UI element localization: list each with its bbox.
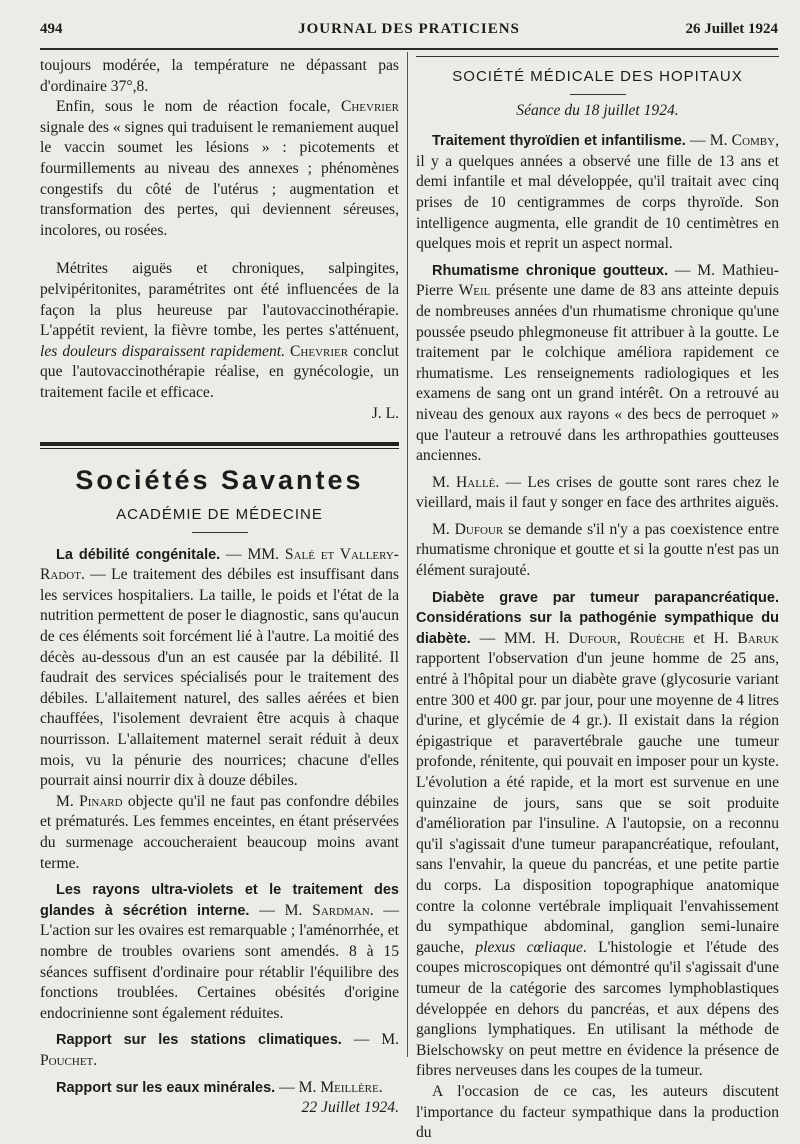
article-rayons: Les rayons ultra-violets et le traitement des glandes à sécrétion interne. — M. Sardman. — L'action sur les ovaires est remarquable ; l'aménorrhée, et nombre de troubles ovariens sont amendés. 8 à 15 séances suffisent d'ordinaire pour rétablir l'équilibre des fonctions troublées. Certaines obésités d'origine endocrinienne sont également réduites. <box>40 882 399 1022</box>
running-header <box>40 18 778 50</box>
right-column <box>416 56 779 1144</box>
author-name: Chevrier <box>340 98 400 116</box>
column-divider <box>407 52 408 1057</box>
author-name: Chevrier <box>290 342 349 360</box>
top-divider <box>416 56 779 57</box>
article-eaux: Rapport sur les eaux minérales. — M. Meillère. <box>56 1078 383 1096</box>
seance-date: Séance du 18 juillet 1924. <box>516 101 679 119</box>
article-pinard: M. Pinard objecte qu'il ne faut pas confondre débiles et prématurés. Les femmes enceintes, en étant préservées du surmenage accoucheraient beaucoup moins avant terme. <box>40 792 399 872</box>
paragraph: Enfin, sous le nom de réaction focale, Chevrier signale des « signes qui traduisent le remaniement auquel le vaccin soumet les lésions » : picotements et fourmillements au niveau des annexes ; phénomènes congestifs du côté de l'utérus ; augmentation et transformation des pertes, qui deviennent séreuses, incolores, ou rosées. <box>40 98 400 239</box>
left-column <box>40 56 399 1119</box>
signature: J. L. <box>371 404 399 422</box>
article-halle: M. Hallé. — Les crises de goutte sont rares chez le vieillard, mais il faut y songer en face des arthrites aiguës. <box>416 473 779 512</box>
article-dufour: M. Dufour se demande s'il n'y a pas coexistence entre rhumatisme chronique et goutte et si la goutte n'est pas un élément surajouté. <box>416 520 779 580</box>
paragraph: toujours modérée, la température ne dépassant pas d'ordinaire 37°,8. <box>40 57 399 95</box>
article-diabete: Diabète grave par tumeur parapancréatique. Considérations sur la pathogénie sympathique du diabète. — MM. H. Dufour, Rouèche et H. Baruk rapportent l'observation d'un jeune homme de 25 ans, entré à l'hôpital pour un diabète grave (glycosurie variant entre 300 et 400 gr. par jour, pour une moyenne de 4 litres d'urine, et glycémie de 4 gr.). Il existait dans la région épigastrique et paravertébrale gauche une tumeur profonde, rénitente, qui pouvait en imposer pour un kyste. L'évolution a été rapide, et la mort est survenue en une quinzaine de jours, sans que se soit produite d'amélioration par l'insuline. A l'autopsie, on a reconnu qu'il s'agissait d'une tumeur parapancréatique, refoulant, sans l'envahir, la queue du pancréas, et une petite partie du corps. La disposition topographique anatomique contre la colonne vertébrale impliquait l'envahissement du sympathique abdominal, ganglion semi-lunaire gauche, plexus cœliaque. L'histologie et l'étude des coupes microscopiques ont démontré qu'il s'agissait d'une tumeur de la catégorie des sarcomes lymphoblastiques développée en dehors du pancréas, et aux dépens des ganglions lymphatiques. En utilisant la méthode de Bielschowsky on peut mettre en évidence la présence de fibres nerveuses dans les coupes de la tumeur. <box>416 589 779 1080</box>
article-debilite: La débilité congénitale. — MM. Salé et Vallery-Radot. — Le traitement des débiles est insuffisant dans les services hospitaliers. La taille, le poids et l'état de la nutrition permettent de poser le diagnostic, sans qu'aucun de ces éléments soit forcément lié à l'autre. La moitié des décès au-dessous d'un an est causée par la débilité. Il faudrait des services spécialisés pour le traitement des débiles. L'allaitement naturel, des salles aérées et bien chauffées, l'isolement devraient être acquis à chaque nourrisson. L'allaitement maternel serait réduit à deux mois, vu la pénurie des nourrices; chacune d'elles pourrait ainsi nourrir dix à douze débiles. <box>40 545 399 790</box>
society-title: SOCIÉTÉ MÉDICALE DES HOPITAUX <box>452 68 743 85</box>
short-divider <box>570 94 626 95</box>
paragraph: A l'occasion de ce cas, les auteurs discutent l'importance du facteur sympathique dans la production du <box>416 1082 779 1142</box>
article-rhumatisme: Rhumatisme chronique goutteux. — M. Mathieu-Pierre Weil présente une dame de 83 ans atteinte depuis de nombreuses années d'un rhumatisme chronique qu'une poussée pseudo phlegmoneuse fit attribuer à la goutte. Le traitement par le colchique améliora rapidement ce rhumatisme. Les renseignements radiologiques et les examens de sang ont un grand intérêt. On a retrouvé au niveau des genoux aux rayons « des becs de perroquet » que l'auteur a retrouvé dans les arthropathies goutteuses anciennes. <box>416 261 780 465</box>
short-divider <box>192 532 248 533</box>
academy-title: ACADÉMIE DE MÉDECINE <box>116 506 323 524</box>
dateline: 22 Juillet 1924. <box>301 1099 399 1117</box>
section-divider <box>40 442 399 449</box>
journal-title: JOURNAL DES PRATICIENS <box>298 21 520 37</box>
article-thyroidien: Traitement thyroïdien et infantilisme. — M. Comby, il y a quelques années a observé une fille de 13 ans et demi infantile et mal développée, qu'il traitait avec cinq prises de 10 centigrammes de corps thyroïde. Son intelligence augmenta, elle grandit de 10 centimètres en quelques mois et reprit un aspect normal. <box>416 132 779 253</box>
paragraph: Métrites aiguës et chroniques, salpingites, pelvipéritonites, paramétrites ont été influencées de la façon la plus heureuse par l'autovaccinothérapie. L'appétit revient, la fièvre tombe, les pertes s'atténuent, les douleurs disparaissent rapidement. Chevrier conclut que l'autovaccinothérapie réalise, en gynécologie, un traitement facile et efficace. <box>40 260 399 401</box>
section-title: Sociétés Savantes <box>75 465 364 496</box>
article-stations: Rapport sur les stations climatiques. — M. Pouchet. <box>40 1031 399 1069</box>
page-number: 494 <box>40 21 63 37</box>
issue-date: 26 Juillet 1924 <box>685 21 778 37</box>
